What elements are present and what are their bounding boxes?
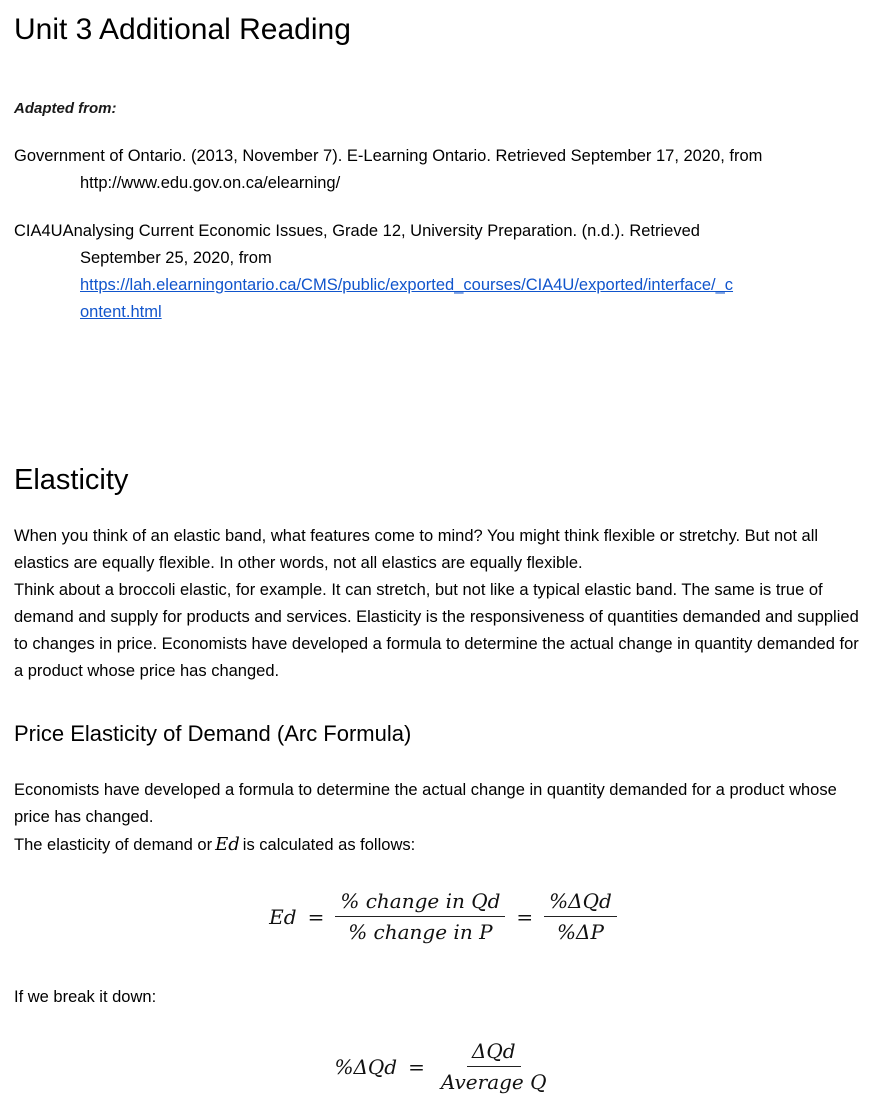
inline-math-sentence xyxy=(14,831,872,859)
arc-formula-heading: Price Elasticity of Demand (Arc Formula) xyxy=(14,721,412,746)
fraction-numerator: %ΔQd xyxy=(544,889,617,917)
equals-sign: = xyxy=(516,904,534,929)
elasticity-paragraph-2: Think about a broccoli elastic, for example. It can stretch, but not like a typical elastic band. The same is true of demand and supply for products and services. Elasticity is the responsiveness of quantities demanded and supplied to changes in price. Economists have developed a formula to determine the actual change in quantity demanded for a product whose price has changed. xyxy=(14,581,859,680)
fraction-denominator: %ΔP xyxy=(557,920,604,944)
breakdown-label: If we break it down: xyxy=(14,988,157,1006)
fraction-pct-change xyxy=(335,889,505,944)
formula-lhs: Ed xyxy=(269,904,297,929)
citation-cia4u xyxy=(14,218,872,326)
citation-link-line2: ontent.html xyxy=(80,303,162,321)
inline-sentence-prefix: The elasticity of demand or xyxy=(14,836,213,854)
formula-pct-delta-qd xyxy=(14,1039,872,1094)
formula-lhs: %ΔQd xyxy=(334,1054,398,1079)
fraction-numerator: % change in Qd xyxy=(335,889,505,917)
citation-text-line: Government of Ontario. (2013, November 7). E-Learning Ontario. Retrieved September 17, 2020, from xyxy=(14,147,763,165)
fraction-denominator: % change in P xyxy=(348,920,493,944)
citation-hyperlink[interactable] xyxy=(80,276,733,321)
arc-paragraph: Economists have developed a formula to determine the actual change in quantity demanded for a product whose price has changed. xyxy=(14,781,837,826)
elasticity-paragraph-1: When you think of an elastic band, what features come to mind? You might think flexible or stretchy. But not all elastics are equally flexible. In other words, not all elastics are equally flexible. xyxy=(14,527,819,572)
citation-text-line: September 25, 2020, from xyxy=(80,249,272,267)
citation-url-text: http://www.edu.gov.on.ca/elearning/ xyxy=(80,174,341,192)
fraction-denominator: Average Q xyxy=(440,1070,547,1094)
fraction-delta-qd xyxy=(436,1039,552,1094)
citation-text-line: CIA4UAnalysing Current Economic Issues, Grade 12, University Preparation. (n.d.). Retrieved xyxy=(14,222,700,240)
inline-sentence-suffix: is calculated as follows: xyxy=(242,836,416,854)
citation-link-line1: https://lah.elearningontario.ca/CMS/public/exported_courses/CIA4U/exported/interface/_c xyxy=(80,276,734,294)
equals-sign: = xyxy=(408,1054,425,1079)
equals-sign: = xyxy=(307,904,325,929)
citation-government-ontario xyxy=(14,143,872,197)
formula-elasticity-of-demand xyxy=(14,889,872,944)
document-title: Unit 3 Additional Reading xyxy=(14,13,351,46)
inline-math-ed: Ed xyxy=(215,834,240,855)
adapted-from-label: Adapted from: xyxy=(14,100,117,117)
fraction-pct-delta xyxy=(544,889,617,944)
elasticity-heading: Elasticity xyxy=(14,464,129,496)
fraction-numerator: ΔQd xyxy=(467,1039,521,1067)
